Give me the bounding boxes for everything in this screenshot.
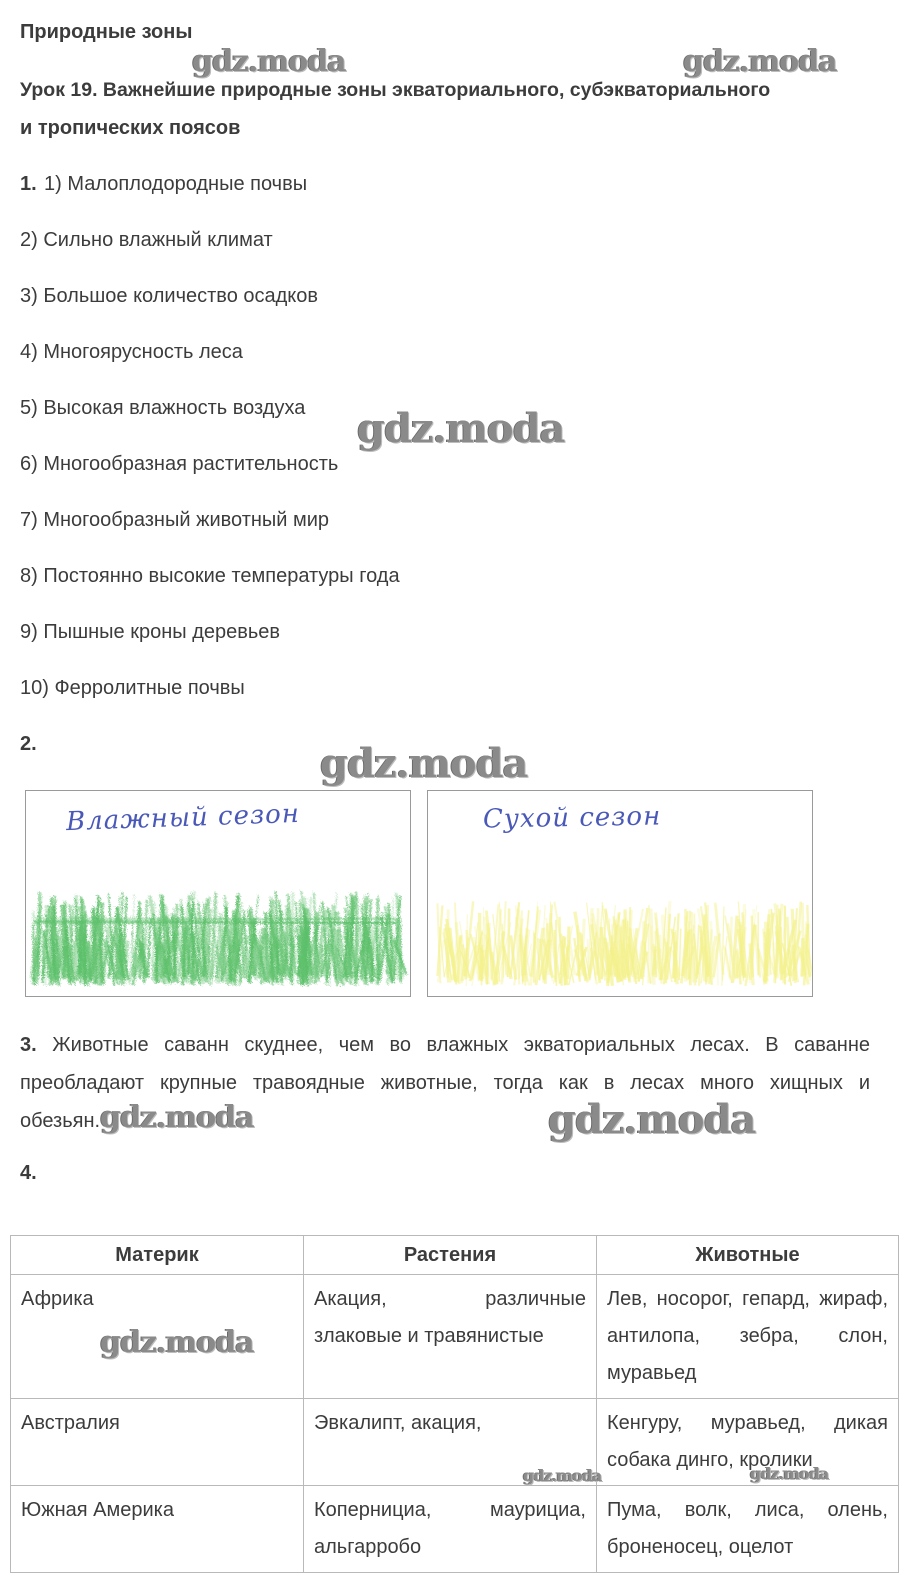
continent-cell: Южная Америка [11, 1486, 304, 1573]
crayon-stroke [768, 909, 770, 976]
task4-number: 4. [20, 1162, 37, 1184]
crayon-stroke [34, 922, 396, 923]
watermark: gdz.moda [100, 1100, 254, 1135]
crayon-stroke [776, 905, 777, 977]
crayon-stroke [674, 932, 675, 979]
task1-item: 2) Сильно влажный климат [20, 229, 273, 251]
crayon-stroke [368, 931, 369, 974]
watermark: gdz.moda [100, 1325, 254, 1360]
crayon-stroke [250, 920, 252, 983]
lesson-title-line1: Урок 19. Важнейшие природные зоны экваториального, субэкваториального [20, 79, 771, 101]
task1-item: 10) Ферролитные почвы [20, 677, 245, 699]
crayon-stroke [306, 948, 308, 975]
animals-plants-table [10, 1235, 899, 1573]
header-animals: Животные [597, 1236, 899, 1275]
watermark: gdz.moda [683, 44, 837, 79]
task2-number: 2. [20, 733, 37, 755]
watermark: gdz.moda [320, 740, 528, 787]
crayon-stroke [38, 892, 40, 976]
header-continent: Материк [11, 1236, 304, 1275]
task1-item: 5) Высокая влажность воздуха [20, 397, 306, 419]
crayon-stroke [480, 913, 481, 980]
table-header-row [11, 1236, 899, 1275]
task1-item: 1) Малоплодородные почвы [44, 173, 308, 195]
crayon-stroke [34, 918, 396, 919]
crayon-stroke [230, 922, 231, 982]
task3-line2: преобладают крупные травоядные животные, тогда как в лесах много хищных и [20, 1072, 870, 1094]
crayon-stroke [736, 950, 737, 978]
crayon-stroke [764, 932, 765, 984]
plants-cell: Эвкалипт, акация, [304, 1399, 597, 1486]
section-title: Природные зоны [20, 21, 193, 43]
crayon-stroke [679, 929, 680, 977]
task3-line1: Животные саванн скуднее, чем во влажных экваториальных лесах. В саванне [52, 1034, 870, 1056]
crayon-stroke [660, 935, 662, 979]
task3-line3: обезьян. [20, 1110, 101, 1132]
task1-item: 6) Многообразная растительность [20, 453, 339, 475]
table-row [11, 1486, 899, 1573]
task3-line1-wrap [20, 1032, 870, 1058]
continent-cell: Африка [11, 1275, 304, 1399]
crayon-stroke [568, 926, 569, 979]
watermark: gdz.moda [750, 1464, 829, 1483]
animals-cell: Кенгуру, муравьед, дикая собака динго, кролики [597, 1399, 899, 1486]
lesson-title-line2: и тропических поясов [20, 117, 241, 139]
header-plants: Растения [304, 1236, 597, 1275]
watermark: gdz.moda [548, 1096, 756, 1143]
crayon-stroke [607, 942, 608, 983]
plants-cell: Копернициа, маурициа, альгарробо [304, 1486, 597, 1573]
task1-item: 3) Большое количество осадков [20, 285, 319, 307]
task1-item: 7) Многообразный животный мир [20, 509, 330, 531]
crayon-stroke [218, 916, 219, 983]
wet-season-label: Влажный сезон [65, 798, 301, 838]
crayon-stroke [564, 936, 565, 985]
watermark: gdz.moda [192, 44, 346, 79]
plants-cell: Акация, различные злаковые и травянистые [304, 1275, 597, 1399]
task3-number: 3. [20, 1034, 37, 1056]
dry-season-label: Сухой сезон [482, 801, 662, 835]
crayon-stroke [121, 931, 122, 985]
task1-number: 1. [20, 173, 37, 195]
green-grass-scribble [26, 791, 410, 996]
yellow-grass-scribble [428, 791, 812, 996]
task1-item: 4) Многоярусность леса [20, 341, 243, 363]
watermark: gdz.moda [523, 1466, 602, 1485]
task1-item: 9) Пышные кроны деревьев [20, 621, 281, 643]
task1-item: 8) Постоянно высокие температуры года [20, 565, 400, 587]
watermark: gdz.moda [357, 405, 565, 452]
crayon-stroke [292, 892, 293, 984]
animals-cell: Лев, носорог, гепард, жираф, антилопа, зебра, слон, муравьед [597, 1275, 899, 1399]
crayon-stroke [193, 933, 195, 980]
animals-cell: Пума, волк, лиса, олень, броненосец, оцелот [597, 1486, 899, 1573]
dry-season-drawing [427, 790, 813, 997]
continent-cell: Австралия [11, 1399, 304, 1486]
wet-season-drawing [25, 790, 411, 997]
